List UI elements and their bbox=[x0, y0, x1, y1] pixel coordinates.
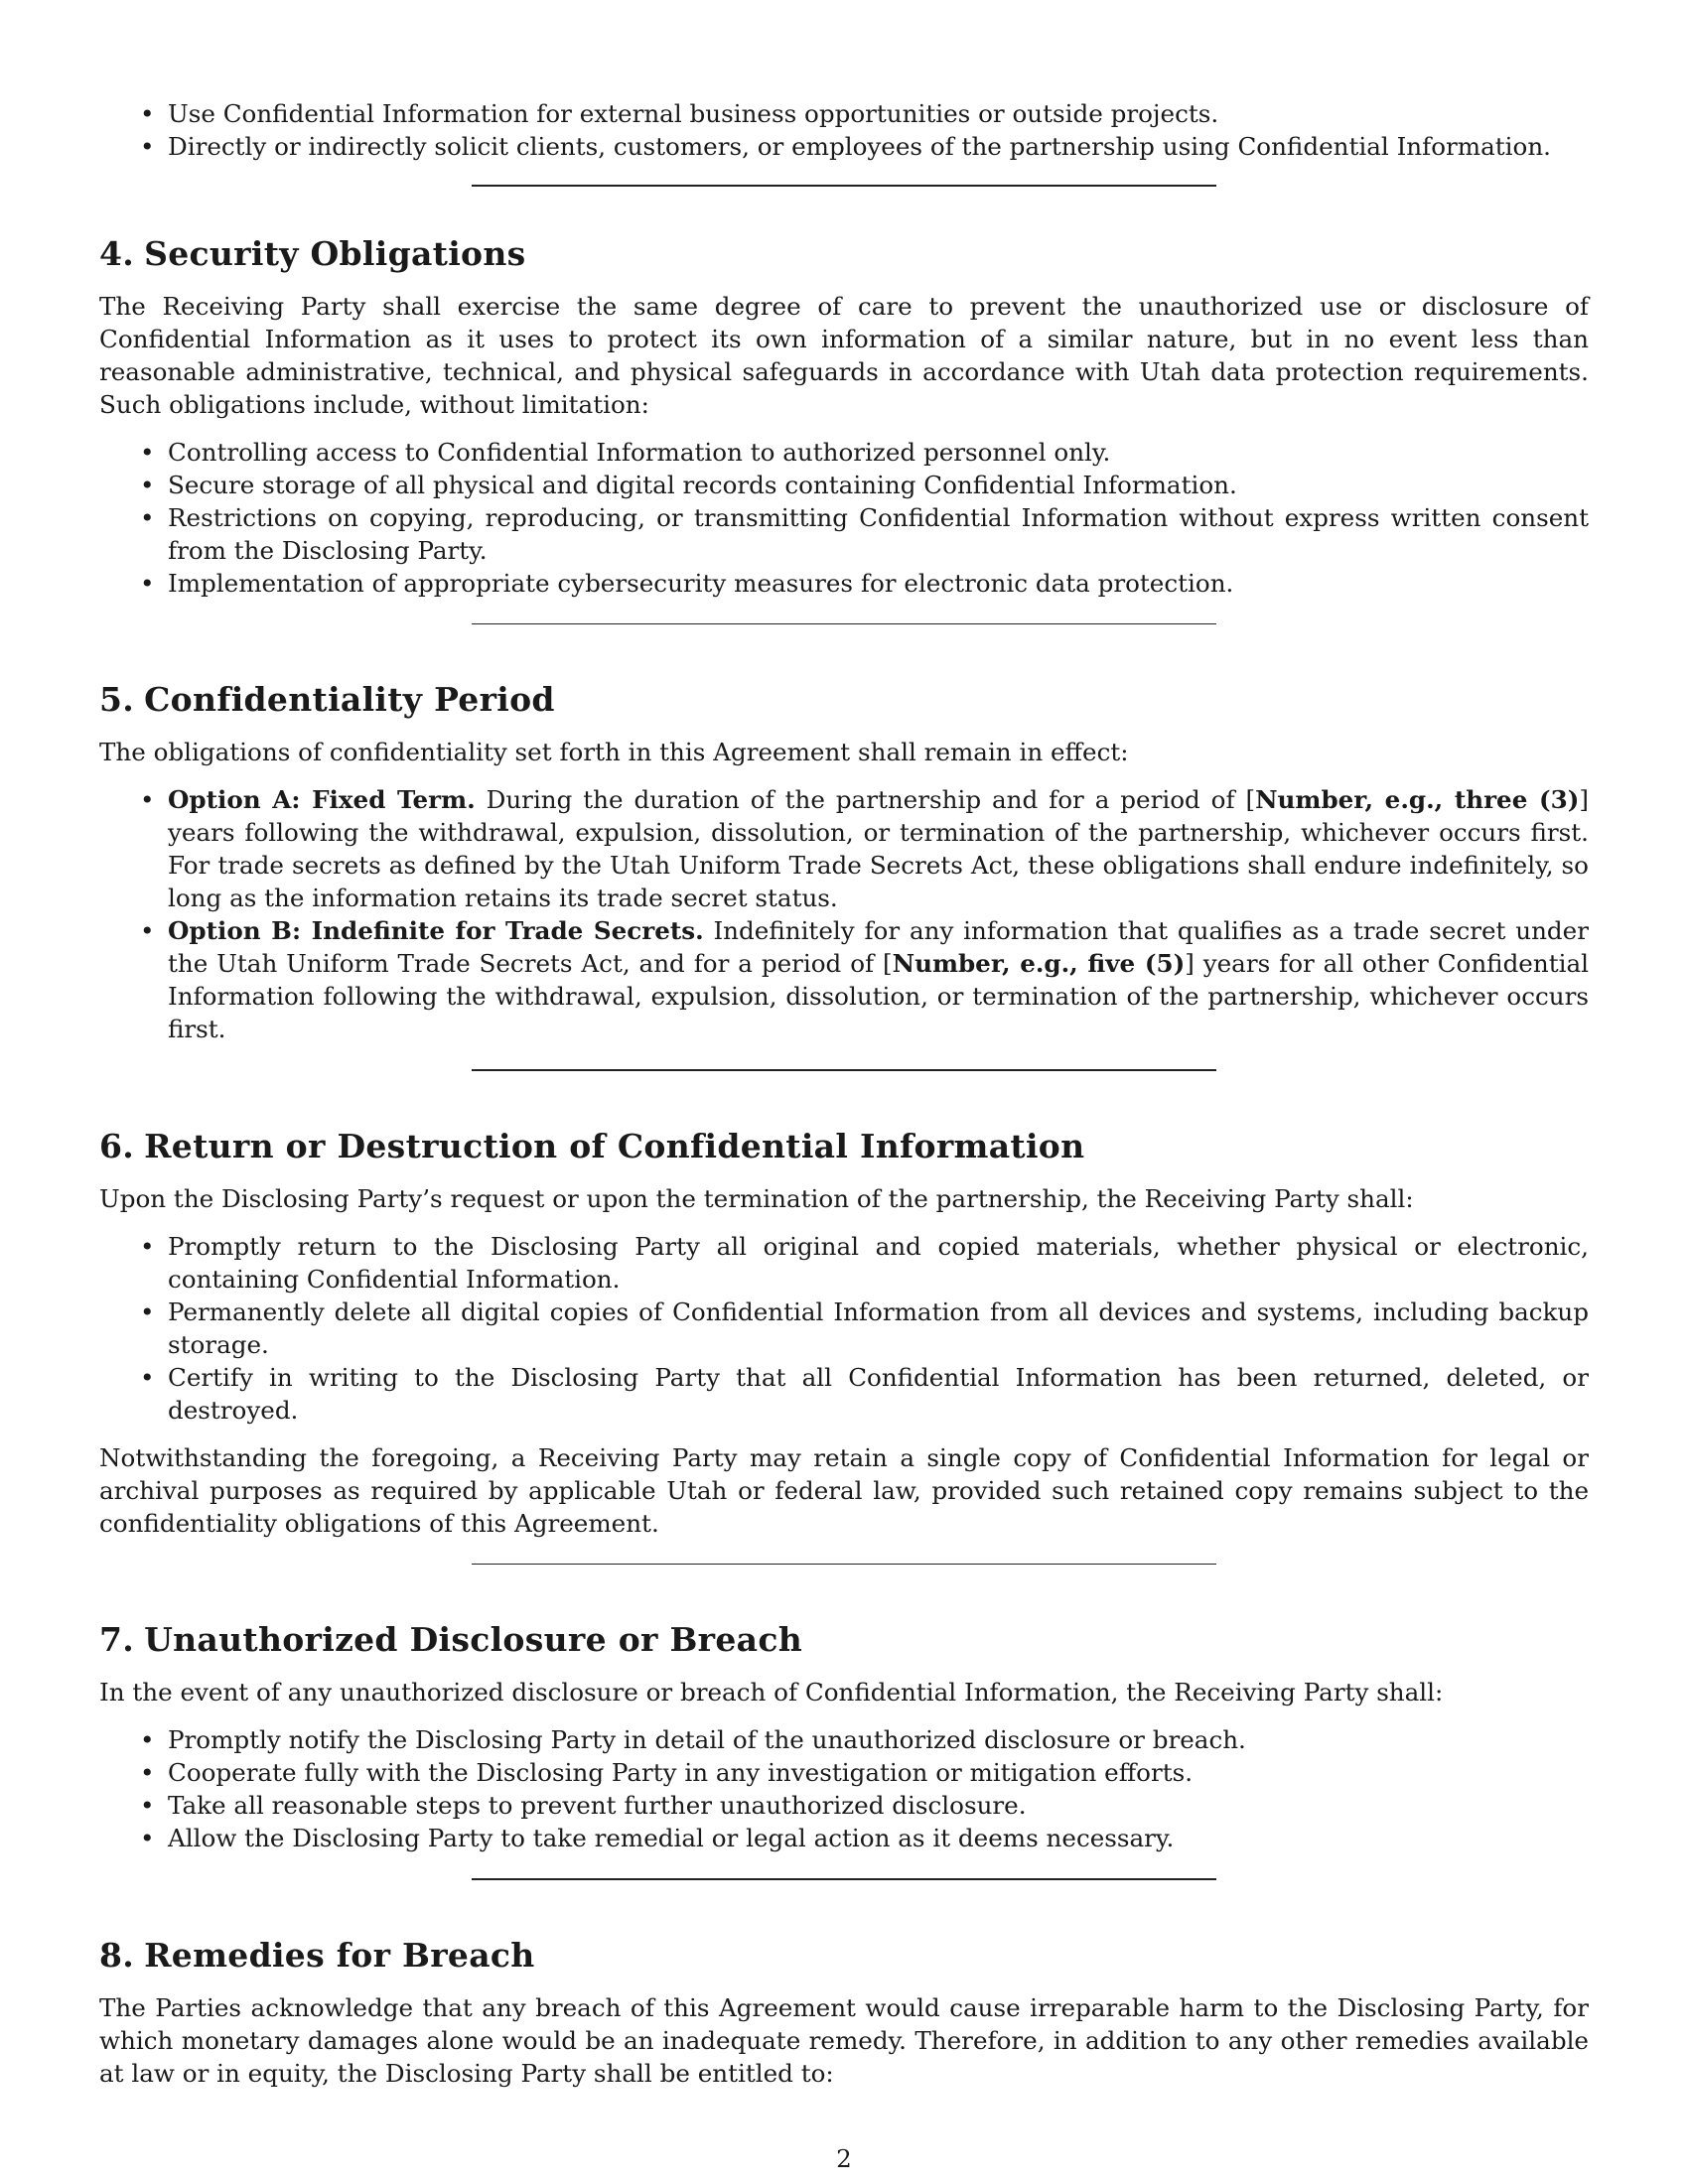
option-a-label: Option A: Fixed Term. bbox=[168, 785, 476, 814]
list-item: • Directly or indirectly solicit clients, customers, or employees of the partnership using Confidential Information. bbox=[168, 130, 1589, 163]
option-b-label: Option B: Indefinite for Trade Secrets. bbox=[168, 916, 704, 945]
section-number: 6. bbox=[99, 1127, 135, 1165]
section-4-list bbox=[99, 436, 1589, 600]
section-heading-4 bbox=[99, 234, 1589, 274]
list-item: • Allow the Disclosing Party to take remedial or legal action as it deems necessary. bbox=[168, 1822, 1589, 1854]
document-page bbox=[99, 97, 1589, 2090]
page-number: 2 bbox=[836, 2144, 852, 2173]
option-a-item bbox=[168, 783, 1589, 914]
section-number: 7. bbox=[99, 1620, 135, 1659]
section-7-list bbox=[99, 1723, 1589, 1854]
section-5-list bbox=[99, 783, 1589, 1045]
list-item: • Promptly notify the Disclosing Party in detail of the unauthorized disclosure or breach. bbox=[168, 1723, 1589, 1756]
option-a-placeholder: Number, e.g., three (3) bbox=[1255, 785, 1580, 814]
section-number: 8. bbox=[99, 1936, 135, 1975]
list-item: • Permanently delete all digital copies of Confidential Information from all devices and systems, including backup storage. bbox=[168, 1296, 1589, 1361]
option-a-text-cont: ] years following the withdrawal, expulsion, dissolution, or termination of the partnership, whichever occurs first. For trade secrets as defined by the Utah Uniform Trade Secrets Act, these obligations shall endure indefinitely, so long as the information retains its trade secret status. bbox=[168, 785, 1589, 912]
section-heading-5 bbox=[99, 680, 1589, 720]
option-b-item bbox=[168, 914, 1589, 1045]
section-title: Security Obligations bbox=[144, 234, 526, 273]
list-item: • Restrictions on copying, reproducing, or transmitting Confidential Information without express written consent from the Disclosing Party. bbox=[168, 501, 1589, 567]
list-item: • Certify in writing to the Disclosing Party that all Confidential Information has been returned, deleted, or destroyed. bbox=[168, 1361, 1589, 1427]
list-item: • Promptly return to the Disclosing Party all original and copied materials, whether physical or electronic, containing Confidential Information. bbox=[168, 1230, 1589, 1296]
section-8-paragraph: The Parties acknowledge that any breach of this Agreement would cause irreparable harm to the Disclosing Party, for which monetary damages alone would be an inadequate remedy. Therefore, in addition to any other remedies available at law or in equity, the Disclosing Party shall be entitled to: bbox=[99, 1993, 1589, 2088]
list-item: • Implementation of appropriate cybersecurity measures for electronic data protection. bbox=[168, 567, 1589, 600]
list-item: • Controlling access to Confidential Information to authorized personnel only. bbox=[168, 436, 1589, 469]
section-heading-7 bbox=[99, 1620, 1589, 1660]
section-title: Return or Destruction of Confidential Information bbox=[144, 1127, 1085, 1165]
section-title: Unauthorized Disclosure or Breach bbox=[144, 1620, 803, 1659]
option-b-text: Indefinitely for any information that qualifies as a trade secret under the Utah Uniform Trade Secrets Act, and for a period of [ bbox=[168, 916, 1589, 978]
section-heading-6 bbox=[99, 1127, 1589, 1166]
option-b-text-cont: ] years for all other Confidential Information following the withdrawal, expulsion, dissolution, or termination of the partnership, whichever occurs first. bbox=[168, 949, 1589, 1043]
list-item: • Cooperate fully with the Disclosing Party in any investigation or mitigation efforts. bbox=[168, 1756, 1589, 1789]
section-number: 5. bbox=[99, 680, 135, 719]
option-b-placeholder: Number, e.g., five (5) bbox=[892, 949, 1186, 978]
section-6-closing: Notwithstanding the foregoing, a Receiving Party may retain a single copy of Confidential Information for legal or archival purposes as required by applicable Utah or federal law, provided such retained copy remains subject to the confidentiality obligations of this Agreement. bbox=[99, 1443, 1589, 1538]
section-5-paragraph: The obligations of confidentiality set forth in this Agreement shall remain in effect: bbox=[99, 738, 1129, 766]
section-6-paragraph: Upon the Disclosing Party’s request or upon the termination of the partnership, the Receiving Party shall: bbox=[99, 1184, 1414, 1213]
section-title: Confidentiality Period bbox=[144, 680, 555, 719]
section-6-list bbox=[99, 1230, 1589, 1427]
section-number: 4. bbox=[99, 234, 135, 273]
section-heading-8 bbox=[99, 1936, 1589, 1976]
list-item: • Use Confidential Information for external business opportunities or outside projects. bbox=[168, 97, 1589, 130]
option-a-text: During the duration of the partnership and for a period of [ bbox=[475, 785, 1256, 814]
section-7-paragraph: In the event of any unauthorized disclosure or breach of Confidential Information, the Receiving Party shall: bbox=[99, 1678, 1444, 1706]
section-4-paragraph: The Receiving Party shall exercise the same degree of care to prevent the unauthorized use or disclosure of Confidential Information as it uses to protect its own information of a similar nature, but in no event less than reasonable administrative, technical, and physical safeguards in accordance with Utah data protection requirements. Such obligations include, without limitation: bbox=[99, 292, 1589, 419]
list-item: • Take all reasonable steps to prevent further unauthorized disclosure. bbox=[168, 1789, 1589, 1822]
intro-list bbox=[99, 97, 1589, 163]
section-title: Remedies for Breach bbox=[144, 1936, 535, 1975]
list-item: • Secure storage of all physical and digital records containing Confidential Information. bbox=[168, 469, 1589, 501]
